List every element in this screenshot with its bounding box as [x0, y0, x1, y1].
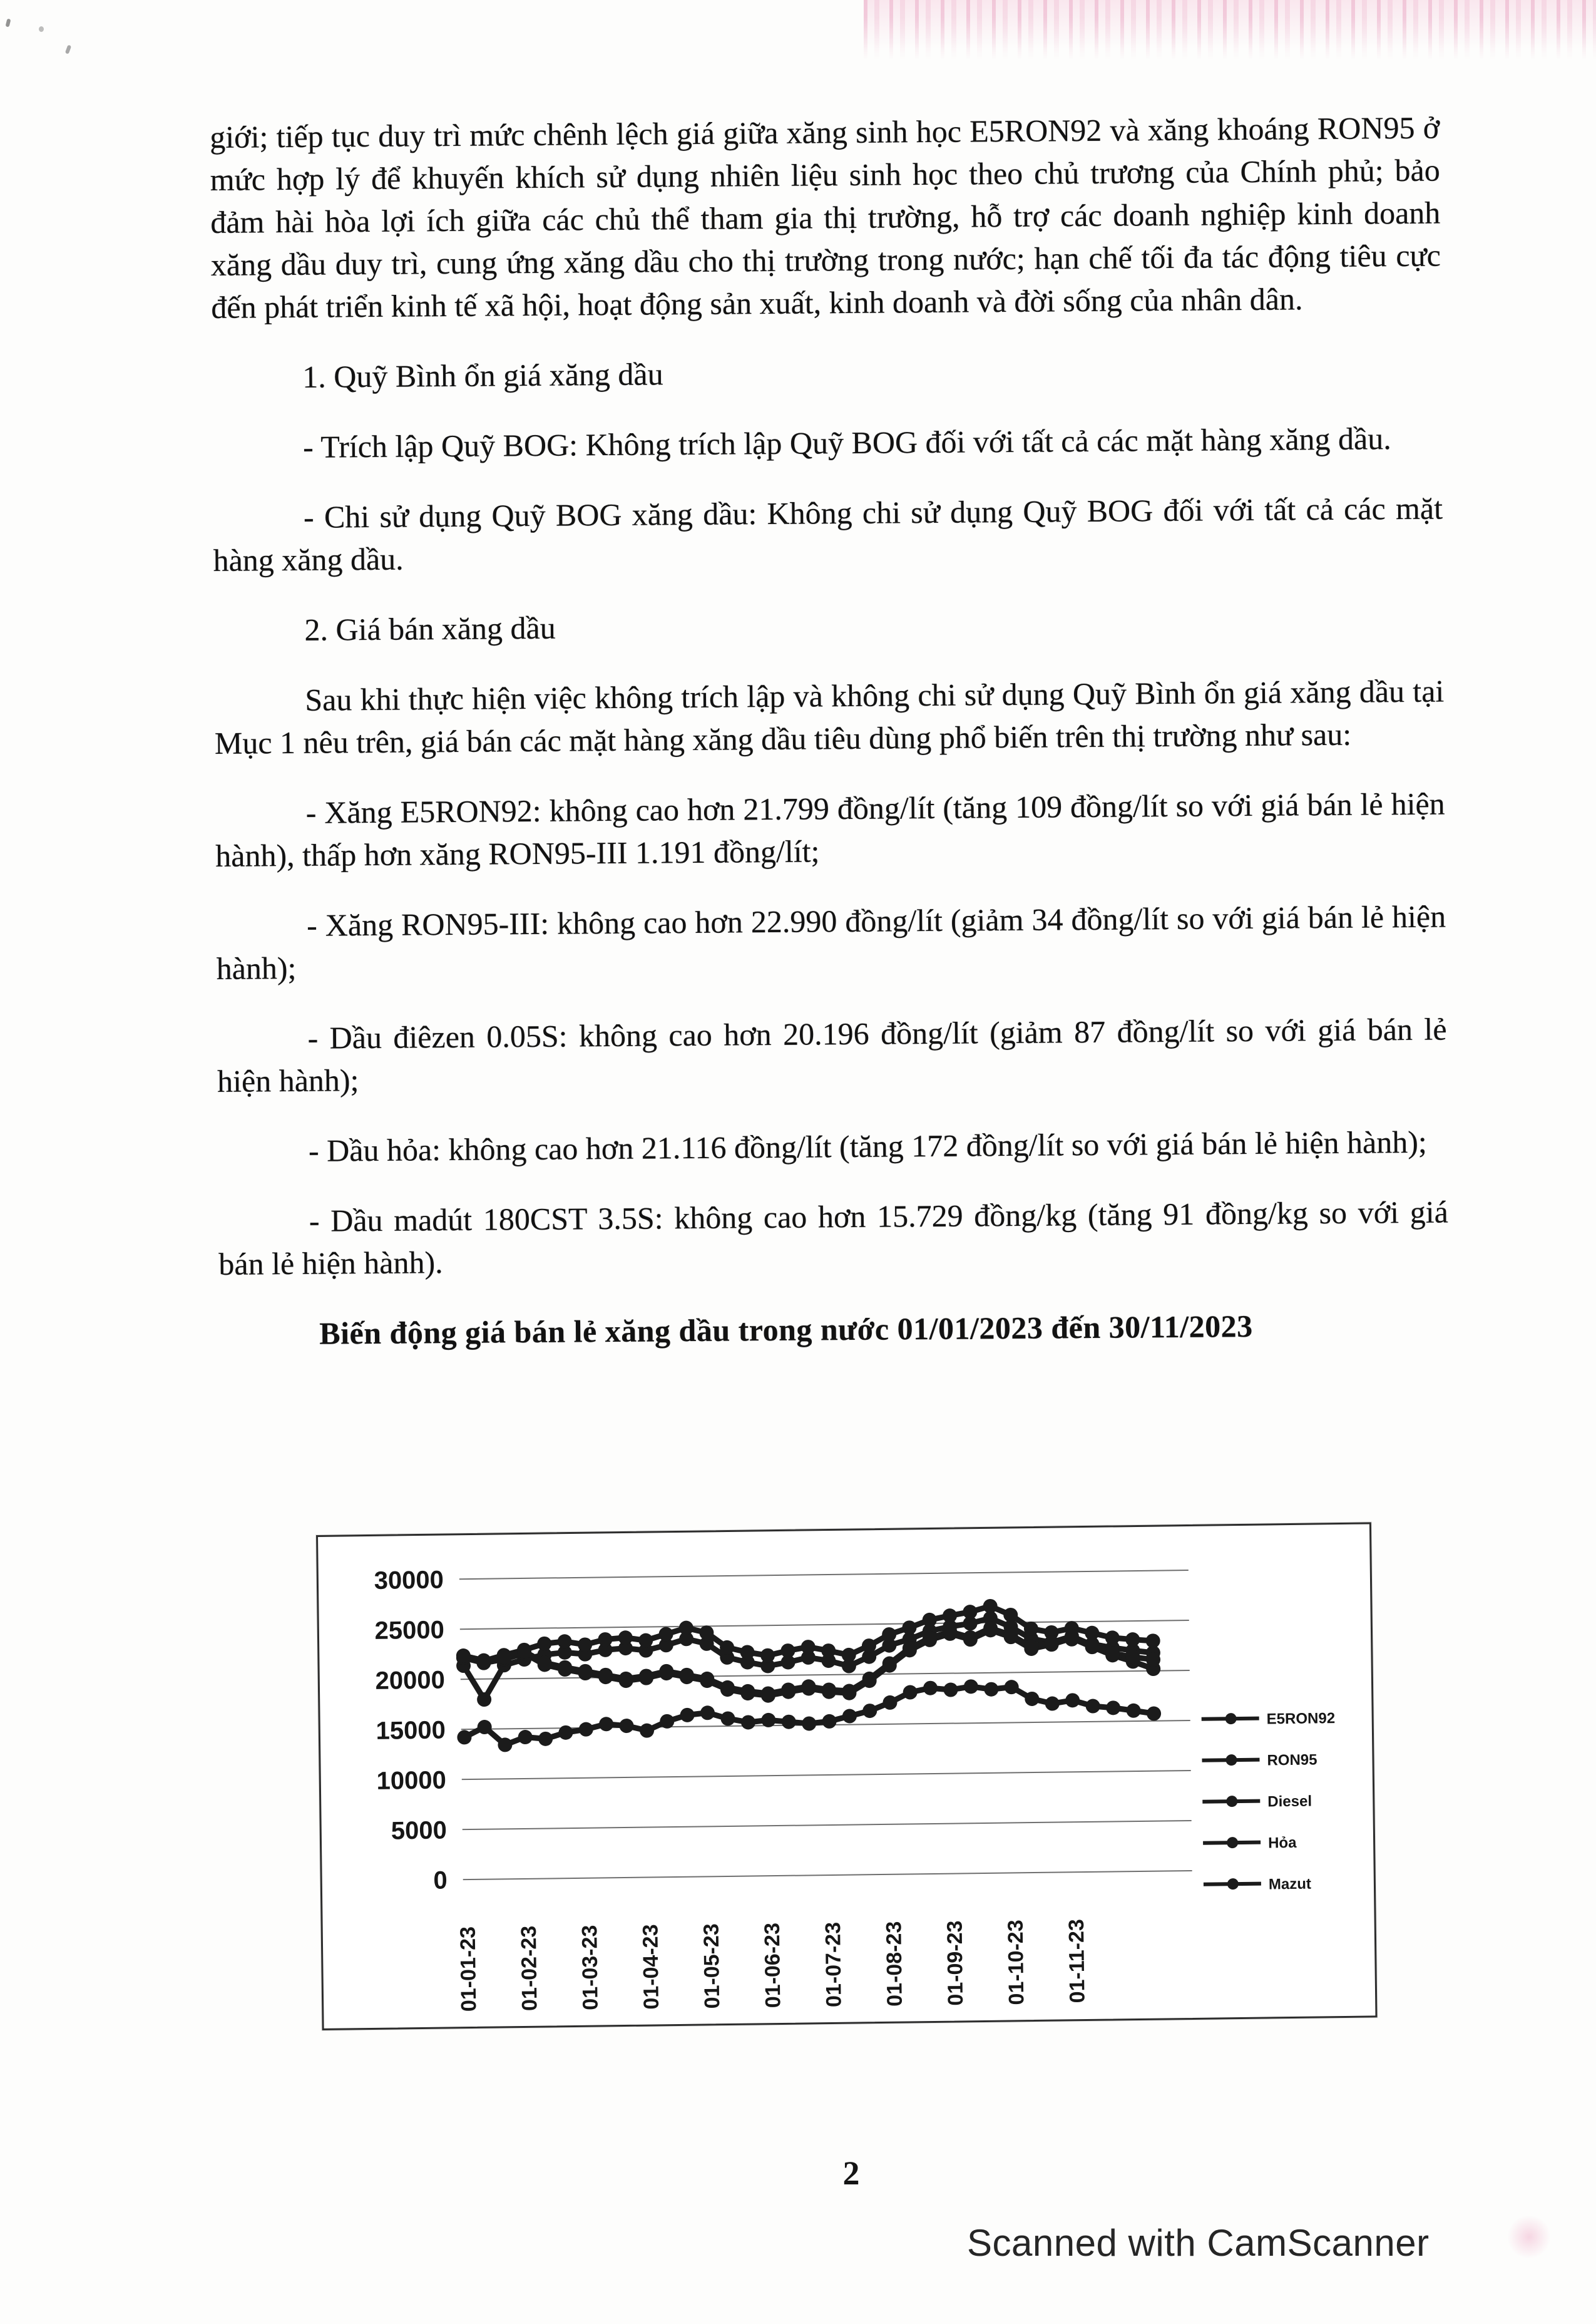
x-tick-label: 01-08-23: [882, 1921, 907, 2007]
data-point: [964, 1679, 978, 1694]
data-point: [679, 1621, 693, 1635]
data-point: [598, 1632, 612, 1647]
data-point: [923, 1613, 937, 1627]
data-point: [1106, 1700, 1120, 1715]
data-point: [537, 1637, 551, 1651]
data-point: [700, 1705, 715, 1720]
document-body: [210, 106, 1450, 1383]
data-point: [923, 1681, 938, 1695]
data-point: [1065, 1693, 1080, 1707]
data-point: [599, 1717, 613, 1731]
chart-title: Biến động giá bán lẻ xăng dầu trong nước 01/01/2023 đến 30/11/2023: [319, 1308, 1253, 1351]
section-heading: 1. Quỹ Bình ổn giá xăng dầu: [302, 356, 663, 394]
data-point: [822, 1714, 836, 1729]
legend-label: E5RON92: [1266, 1710, 1336, 1728]
x-tick-label: 01-01-23: [456, 1926, 481, 2012]
data-point: [780, 1643, 795, 1658]
price-chart: [318, 1524, 1375, 2028]
x-tick-label: 01-05-23: [699, 1923, 725, 2009]
x-tick-label: 01-11-23: [1064, 1918, 1090, 2003]
data-point: [680, 1708, 694, 1722]
data-point: [1045, 1696, 1060, 1710]
data-point: [760, 1648, 775, 1663]
paragraph: - Xăng E5RON92: không cao hơn 21.799 đồng/lít (tăng 109 đồng/lít so với giá bán lẻ hiện hành), thấp hơn xăng RON95-III 1.191 đồng/lít;: [215, 786, 1445, 873]
x-tick-label: 01-04-23: [638, 1924, 664, 2010]
y-tick-label: 0: [433, 1866, 448, 1895]
data-point: [984, 1682, 998, 1697]
data-point: [802, 1716, 816, 1730]
data-point: [1126, 1704, 1140, 1718]
x-tick-label: 01-09-23: [943, 1920, 968, 2006]
scan-artifact-pink-fringe: [864, 0, 1596, 60]
gridline: [462, 1771, 1191, 1779]
legend-label: RON95: [1267, 1751, 1317, 1769]
legend-label: Diesel: [1267, 1792, 1312, 1811]
paragraph: - Dầu madút 180CST 3.5S: không cao hơn 15.729 đồng/kg (tăng 91 đồng/kg so với giá bán lẻ hiện hành).: [218, 1194, 1449, 1282]
price-chart-frame: [316, 1522, 1378, 2030]
legend-marker: [1225, 1713, 1237, 1724]
scan-speck: [39, 26, 44, 32]
legend-marker: [1227, 1837, 1238, 1848]
y-tick-label: 10000: [376, 1766, 447, 1795]
legend-marker: [1226, 1796, 1237, 1807]
paragraph: giới; tiếp tục duy trì mức chênh lệch giá giữa xăng sinh học E5RON92 và xăng khoáng RON95 ở mức hợp lý để khuyến khích sử dụng nhiên liệu sinh học theo chủ trương của Chính phủ; bảo đảm hài hòa lợi ích giữa các chủ thể tham gia thị trường, hỗ trợ các doanh nghiệp kinh doanh xăng dầu duy trì, cung ứng xăng dầu cho thị trường trong nước; hạn chế tối đa tác động tiêu cực đến phát triển kinh tế xã hội, hoạt động sản xuất, kinh doanh và đời sống của nhân dân.: [210, 110, 1441, 325]
legend-label: Hỏa: [1267, 1834, 1297, 1852]
data-point: [538, 1732, 553, 1746]
legend-marker: [1225, 1754, 1237, 1766]
scan-speck: [65, 44, 71, 54]
data-point: [1146, 1633, 1160, 1648]
paragraph: - Xăng RON95-III: không cao hơn 22.990 đồng/lít (giảm 34 đồng/lít so với giá bán lẻ hiện hành);: [216, 898, 1446, 986]
data-point: [741, 1715, 755, 1729]
data-point: [801, 1640, 816, 1654]
data-point: [579, 1722, 593, 1737]
y-tick-label: 5000: [391, 1816, 448, 1845]
section-heading: 2. Giá bán xăng dầu: [304, 610, 556, 647]
legend-marker: [1227, 1878, 1239, 1890]
data-point: [782, 1715, 796, 1729]
paragraph: - Chi sử dụng Quỹ BOG xăng dầu: Không chi sử dụng Quỹ BOG đối với tất cả các mặt hàng xăng dầu.: [213, 490, 1443, 578]
x-tick-label: 01-10-23: [1003, 1920, 1029, 2005]
paragraph: - Trích lập Quỹ BOG: Không trích lập Quỹ BOG đối với tất cả các mặt hàng xăng dầu.: [302, 421, 1391, 465]
scan-artifact-pink-dot: [1507, 2215, 1551, 2259]
y-tick-label: 15000: [376, 1716, 446, 1745]
legend-label: Mazut: [1268, 1875, 1312, 1893]
y-tick-label: 25000: [374, 1616, 445, 1645]
x-tick-label: 01-06-23: [760, 1922, 785, 2008]
data-point: [963, 1605, 977, 1619]
data-point: [842, 1709, 857, 1723]
data-point: [902, 1620, 916, 1635]
y-tick-label: 20000: [375, 1666, 446, 1695]
data-point: [619, 1719, 633, 1733]
x-tick-label: 01-07-23: [821, 1921, 846, 2008]
paragraph: - Dầu điêzen 0.05S: không cao hơn 20.196 đồng/lít (giảm 87 đồng/lít so với giá bán lẻ hiện hành);: [217, 1011, 1447, 1099]
data-point: [720, 1711, 735, 1725]
data-point: [518, 1730, 533, 1744]
gridline: [463, 1871, 1192, 1879]
x-tick-label: 01-02-23: [516, 1925, 542, 2012]
y-tick-label: 30000: [374, 1566, 444, 1595]
paragraph: - Dầu hỏa: không cao hơn 21.116 đồng/lít (tăng 172 đồng/lít so với giá bán lẻ hiện hành);: [308, 1124, 1427, 1168]
data-point: [1086, 1699, 1100, 1713]
page-number: 2: [842, 2154, 860, 2192]
gridline: [459, 1570, 1189, 1579]
data-point: [1147, 1706, 1161, 1720]
camscanner-watermark: Scanned with CamScanner: [967, 2222, 1430, 2264]
data-point: [658, 1627, 673, 1642]
data-point: [618, 1630, 633, 1645]
data-point: [943, 1608, 957, 1623]
data-point: [1125, 1632, 1140, 1647]
data-point: [558, 1634, 572, 1648]
x-tick-label: 01-03-23: [578, 1925, 603, 2011]
gridline: [463, 1821, 1192, 1829]
data-point: [943, 1682, 958, 1697]
scan-speck: [6, 18, 11, 27]
paragraph: Sau khi thực hiện việc không trích lập và không chi sử dụng Quỹ Bình ổn giá xăng dầu tại Mục 1 nêu trên, giá bán các mặt hàng xăng dầu tiêu dùng phổ biến trên thị trường như sau:: [214, 673, 1445, 761]
